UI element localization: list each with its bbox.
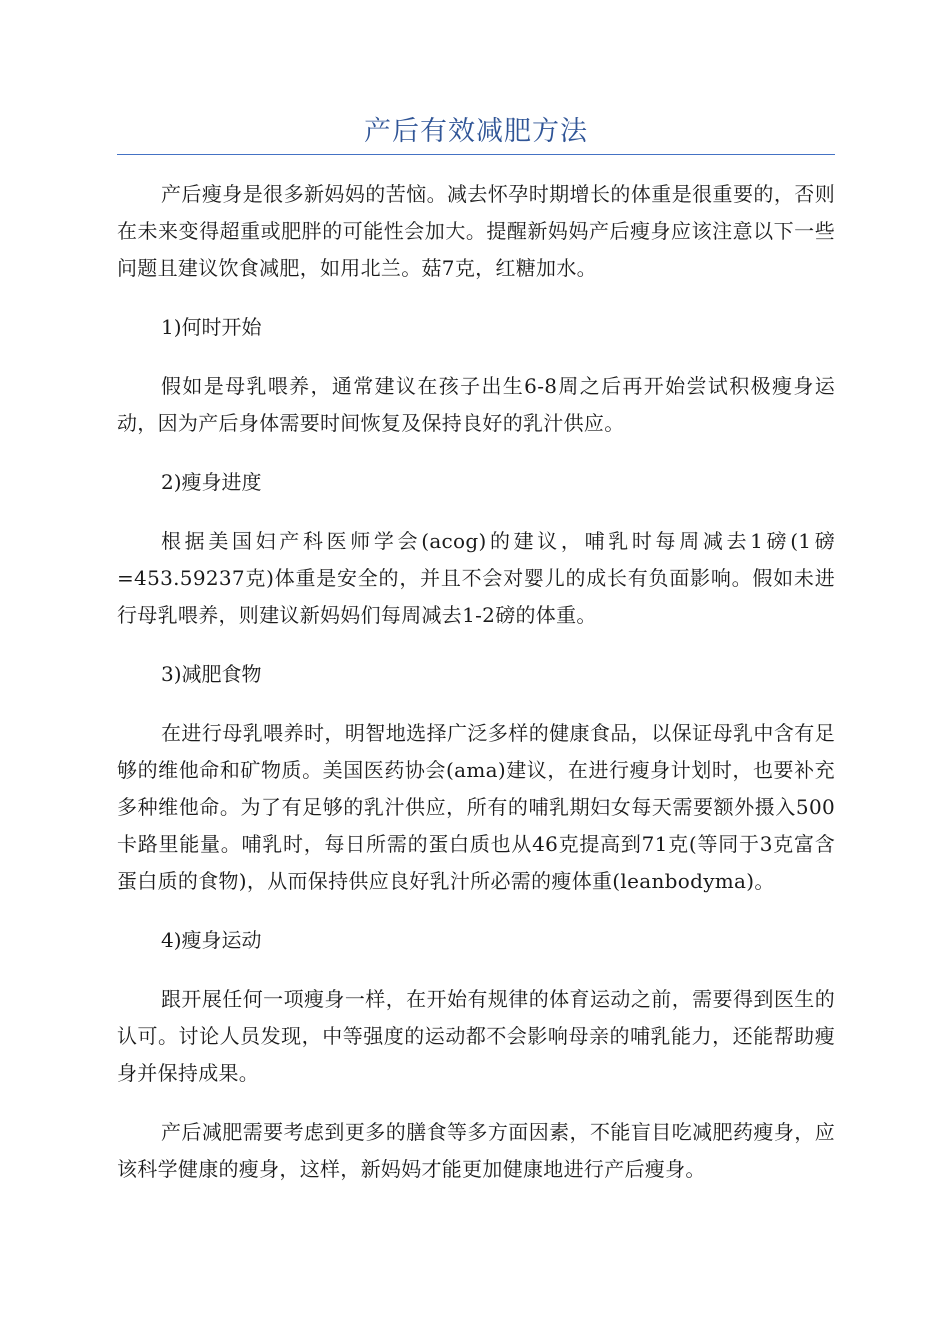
document-body (117, 176, 835, 1188)
section-heading-when-to-start: 1)何时开始 (161, 315, 262, 339)
document-title: 产后有效减肥方法 (364, 116, 588, 147)
title-underline (117, 154, 835, 155)
intro-paragraph: 产后瘦身是很多新妈妈的苦恼。减去怀孕时期增长的体重是很重要的，否则在未来变得超重或肥胖的可能性会加大。提醒新妈妈产后瘦身应该注意以下一些问题且建议饮食减肥，如用北兰。菇7克，红糖加水。 (117, 182, 835, 280)
section-heading-exercise: 4)瘦身运动 (161, 928, 262, 952)
paragraph-progress: 根据美国妇产科医师学会(acog)的建议，哺乳时每周减去1磅(1磅=453.59237克)体重是安全的，并且不会对婴儿的成长有负面影响。假如未进行母乳喂养，则建议新妈妈们每周减去1-2磅的体重。 (117, 529, 835, 627)
section-heading-progress: 2)瘦身进度 (161, 470, 262, 494)
conclusion-paragraph: 产后减肥需要考虑到更多的膳食等多方面因素，不能盲目吃减肥药瘦身，应该科学健康的瘦身，这样，新妈妈才能更加健康地进行产后瘦身。 (117, 1120, 835, 1181)
section-heading-food: 3)减肥食物 (161, 662, 262, 686)
paragraph-food: 在进行母乳喂养时，明智地选择广泛多样的健康食品，以保证母乳中含有足够的维他命和矿物质。美国医药协会(ama)建议，在进行瘦身计划时，也要补充多种维他命。为了有足够的乳汁供应，所有的哺乳期妇女每天需要额外摄入500卡路里能量。哺乳时，每日所需的蛋白质也从46克提高到71克(等同于3克富含蛋白质的食物)，从而保持供应良好乳汁所必需的瘦体重(leanbodyma)。 (117, 721, 835, 893)
paragraph-exercise: 跟开展任何一项瘦身一样，在开始有规律的体育运动之前，需要得到医生的认可。讨论人员发现，中等强度的运动都不会影响母亲的哺乳能力，还能帮助瘦身并保持成果。 (117, 987, 835, 1085)
paragraph-when-to-start: 假如是母乳喂养，通常建议在孩子出生6-8周之后再开始尝试积极瘦身运动，因为产后身体需要时间恢复及保持良好的乳汁供应。 (117, 374, 835, 435)
